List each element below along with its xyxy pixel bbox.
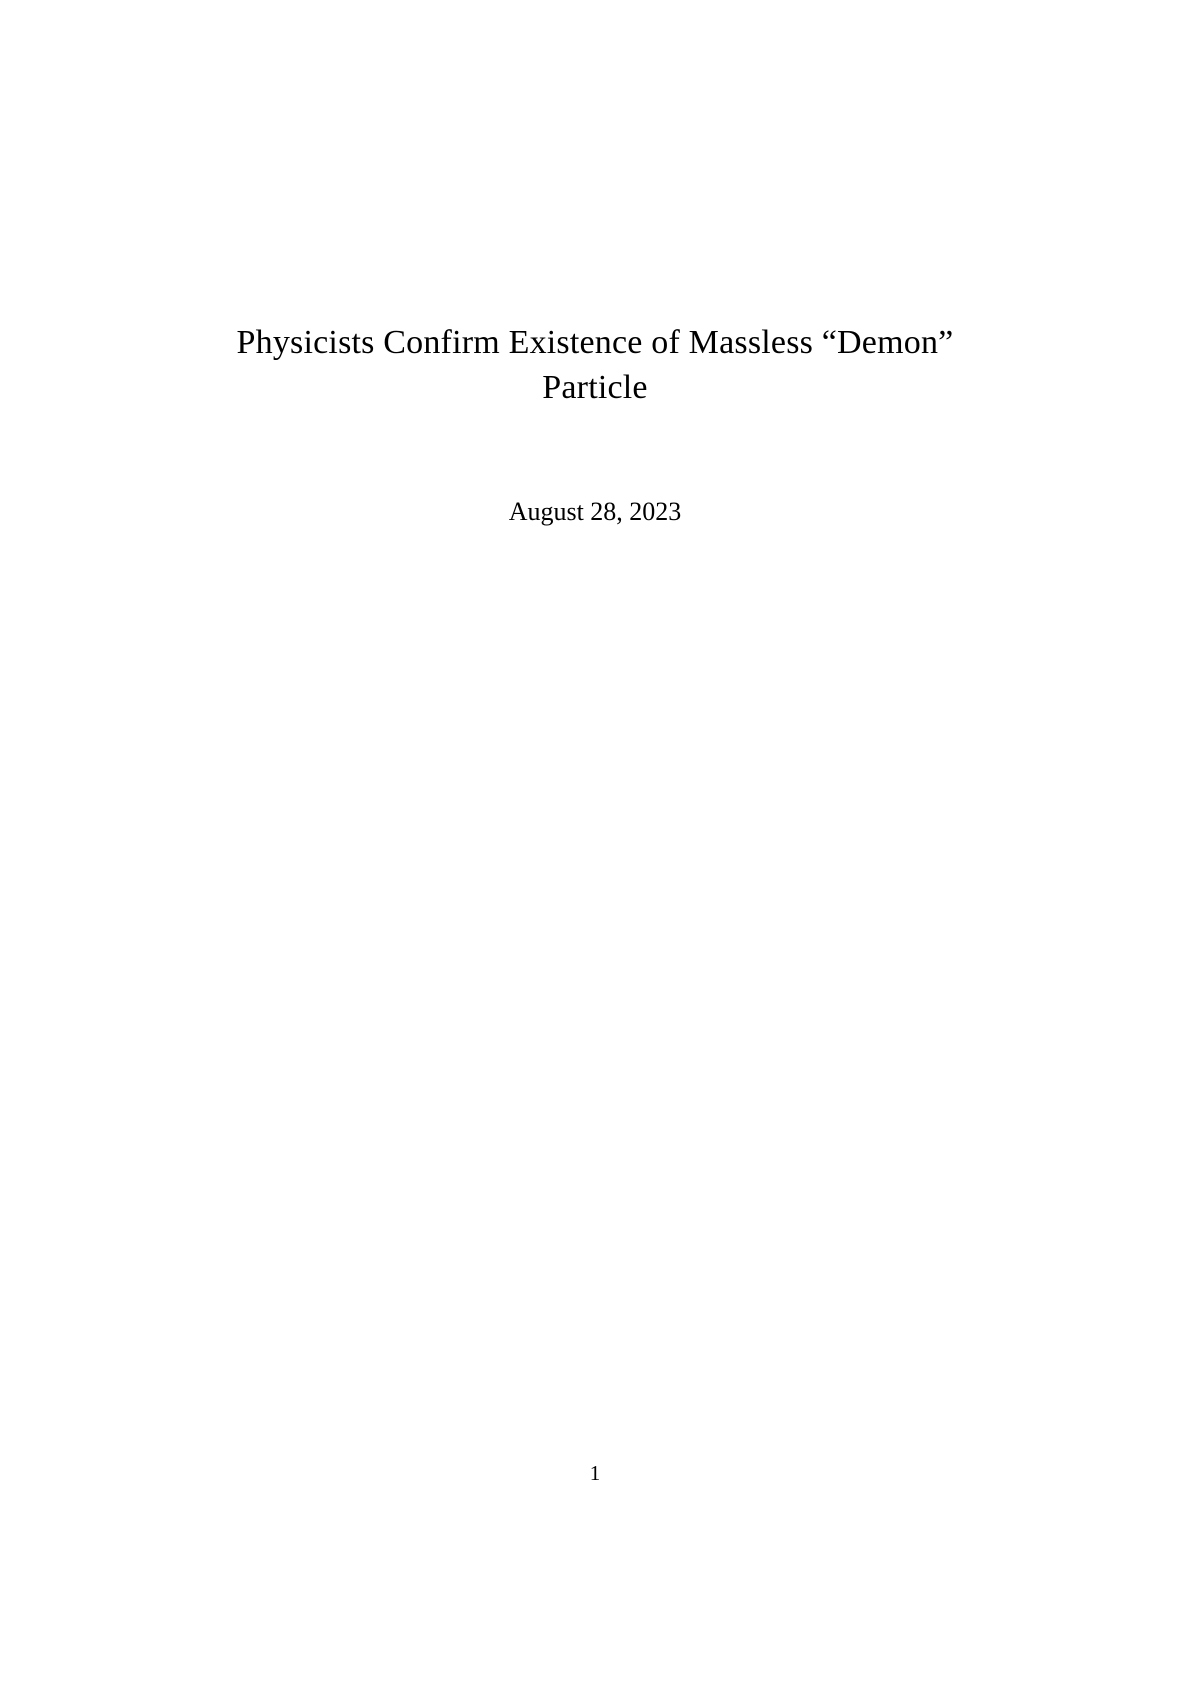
document-title [0,320,1190,410]
page-number: 1 [589,1461,601,1485]
document-date: August 28, 2023 [508,497,682,526]
document-title-line-2: Particle [542,369,648,406]
document-title-line-1: Physicists Confirm Existence of Massless “Demon” [236,324,954,361]
